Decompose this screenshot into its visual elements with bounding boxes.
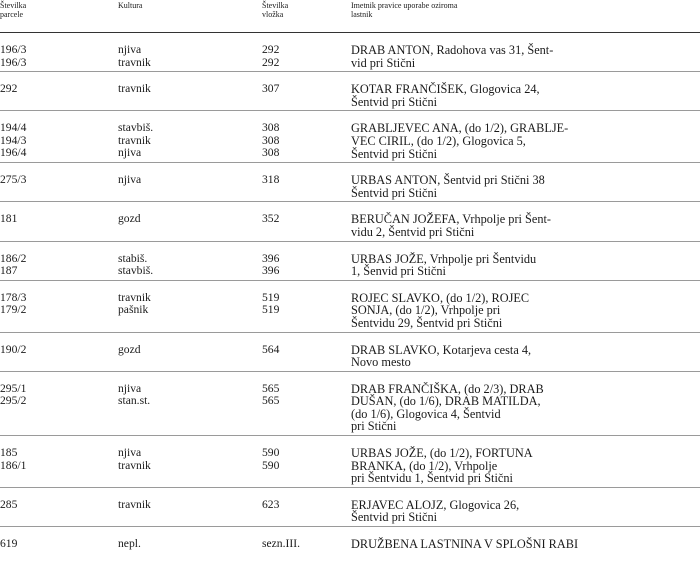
ledger-cell xyxy=(262,280,351,332)
parcel-number: 275/3 xyxy=(0,173,27,187)
owner-cell xyxy=(351,33,700,72)
owner-line: (do 1/6), Glogovica 4, Šentvid xyxy=(351,406,501,421)
ledger-number: 318 xyxy=(262,173,280,187)
table-row xyxy=(0,371,700,435)
owner-line: Šentvid pri Stični xyxy=(351,146,438,161)
parcel-cell xyxy=(0,72,118,111)
table-row xyxy=(0,202,700,241)
culture-type: njiva xyxy=(118,173,142,187)
owner-line: pri Šentvidu 1, Šentvid pri Stični xyxy=(351,471,513,486)
owner-line: ROJEC SLAVKO, (do 1/2), ROJEC xyxy=(351,290,530,305)
ledger-number: 352 xyxy=(262,212,280,226)
parcel-number: 292 xyxy=(0,82,18,96)
culture-cell xyxy=(118,72,262,111)
ledger-number: 565 xyxy=(262,394,280,408)
parcel-cell xyxy=(0,371,118,435)
parcel-number: 196/3 xyxy=(0,55,27,69)
parcel-cell xyxy=(0,332,118,371)
parcel-number: 186/1 xyxy=(0,458,27,472)
culture-type: stavbiš. xyxy=(118,264,154,278)
ledger-cell xyxy=(262,241,351,280)
owner-line: Šentvid pri Stični xyxy=(351,94,438,109)
culture-type: travnik xyxy=(118,458,151,472)
culture-cell xyxy=(118,371,262,435)
owner-cell xyxy=(351,111,700,163)
culture-cell xyxy=(118,202,262,241)
ledger-cell xyxy=(262,202,351,241)
culture-cell xyxy=(118,280,262,332)
ledger-cell xyxy=(262,72,351,111)
owner-line: URBAS JOŽE, Vrhpolje pri Šentvidu xyxy=(351,251,537,266)
ledger-number: 396 xyxy=(262,251,280,265)
ledger-number: 564 xyxy=(262,342,280,356)
owner-line: Novo mesto xyxy=(351,355,411,370)
ledger-number: 307 xyxy=(262,82,280,96)
culture-type: stabiš. xyxy=(118,251,148,265)
owner-line: URBAS JOŽE, (do 1/2), FORTUNA xyxy=(351,446,533,461)
ledger-cell xyxy=(262,527,351,553)
ledger-cell xyxy=(262,487,351,526)
owner-cell xyxy=(351,280,700,332)
owner-line: ERJAVEC ALOJZ, Glogovica 26, xyxy=(351,497,520,512)
parcel-number: 194/4 xyxy=(0,121,27,135)
parcel-number: 196/3 xyxy=(0,43,27,56)
parcel-cell xyxy=(0,280,118,332)
ledger-cell xyxy=(262,33,351,72)
culture-cell xyxy=(118,241,262,280)
ledger-number: 308 xyxy=(262,121,280,135)
owner-line: DRAB ANTON, Radohova vas 31, Šent- xyxy=(351,43,554,57)
ledger-number: 519 xyxy=(262,290,280,304)
ledger-cell xyxy=(262,111,351,163)
parcel-cell xyxy=(0,527,118,553)
owner-cell xyxy=(351,436,700,488)
parcel-cell xyxy=(0,241,118,280)
owner-line: BERUČAN JOŽEFA, Vrhpolje pri Šent- xyxy=(351,212,551,227)
owner-line: DRAB SLAVKO, Kotarjeva cesta 4, xyxy=(351,342,532,357)
parcel-cell xyxy=(0,111,118,163)
culture-type: travnik xyxy=(118,82,151,96)
culture-cell xyxy=(118,332,262,371)
parcel-number: 295/1 xyxy=(0,381,27,395)
parcel-number: 187 xyxy=(0,264,18,278)
table-row xyxy=(0,111,700,163)
ledger-cell xyxy=(262,332,351,371)
culture-cell xyxy=(118,33,262,72)
owner-line: KOTAR FRANČIŠEK, Glogovica 24, xyxy=(351,82,540,97)
owner-cell xyxy=(351,241,700,280)
table-row xyxy=(0,163,700,202)
owner-line: URBAS ANTON, Šentvid pri Stični 38 xyxy=(351,173,545,188)
culture-cell xyxy=(118,163,262,202)
table-row xyxy=(0,280,700,332)
parcel-cell xyxy=(0,202,118,241)
owner-cell xyxy=(351,72,700,111)
parcel-number: 295/2 xyxy=(0,394,27,408)
parcel-cell xyxy=(0,436,118,488)
table-row xyxy=(0,332,700,371)
table-header-row xyxy=(0,0,700,33)
parcel-number: 285 xyxy=(0,497,18,511)
header-ledger: Številka vložka xyxy=(262,0,351,33)
parcel-number: 179/2 xyxy=(0,303,27,317)
culture-type: pašnik xyxy=(118,303,149,317)
culture-type: travnik xyxy=(118,133,151,147)
ledger-number: 292 xyxy=(262,55,280,69)
ledger-cell xyxy=(262,371,351,435)
owner-cell xyxy=(351,202,700,241)
owner-line: DRAB FRANČIŠKA, (do 2/3), DRAB xyxy=(351,381,544,396)
parcel-cell xyxy=(0,487,118,526)
owner-line: DRUŽBENA LASTNINA V SPLOŠNI RABI xyxy=(351,537,579,552)
ledger-number: sezn.III. xyxy=(262,537,300,551)
owner-line: Šentvid pri Stični xyxy=(351,185,438,200)
parcel-number: 186/2 xyxy=(0,251,27,265)
culture-cell xyxy=(118,111,262,163)
culture-type: gozd xyxy=(118,342,141,356)
table-body xyxy=(0,33,700,553)
table-row xyxy=(0,241,700,280)
ledger-number: 396 xyxy=(262,264,280,278)
ledger-cell xyxy=(262,436,351,488)
owner-line: vid pri Stični xyxy=(351,55,416,70)
header-parcel: Številka parcele xyxy=(0,0,118,33)
table-row xyxy=(0,487,700,526)
parcel-cell xyxy=(0,33,118,72)
parcel-number: 196/4 xyxy=(0,146,27,160)
owner-line: BRANKA, (do 1/2), Vrhpolje xyxy=(351,458,498,473)
parcel-number: 181 xyxy=(0,212,18,226)
owner-line: DUŠAN, (do 1/6), DRAB MATILDA, xyxy=(351,394,541,409)
parcel-number: 190/2 xyxy=(0,342,27,356)
culture-type: njiva xyxy=(118,146,142,160)
owner-cell xyxy=(351,527,700,553)
header-owner: Imetnik pravice uporabe oziroma lastnik xyxy=(351,0,700,33)
culture-type: travnik xyxy=(118,497,151,511)
ledger-number: 308 xyxy=(262,133,280,147)
table-row xyxy=(0,72,700,111)
table-row xyxy=(0,33,700,72)
culture-type: njiva xyxy=(118,43,142,56)
culture-cell xyxy=(118,436,262,488)
ledger-cell xyxy=(262,163,351,202)
ledger-number: 565 xyxy=(262,381,280,395)
owner-cell xyxy=(351,371,700,435)
parcel-number: 194/3 xyxy=(0,133,27,147)
ledger-number: 623 xyxy=(262,497,280,511)
parcel-number: 178/3 xyxy=(0,290,27,304)
culture-type: stavbiš. xyxy=(118,121,154,135)
culture-type: travnik xyxy=(118,55,151,69)
ledger-number: 519 xyxy=(262,303,280,317)
header-culture: Kultura xyxy=(118,0,262,33)
owner-cell xyxy=(351,332,700,371)
culture-type: njiva xyxy=(118,446,142,460)
owner-line: pri Stični xyxy=(351,419,397,434)
ledger-number: 292 xyxy=(262,43,280,56)
owner-line: SONJA, (do 1/2), Vrhpolje pri xyxy=(351,303,501,318)
table-row xyxy=(0,436,700,488)
owner-cell xyxy=(351,163,700,202)
parcel-number: 619 xyxy=(0,537,18,551)
parcel-number: 185 xyxy=(0,446,18,460)
owner-line: vidu 2, Šentvid pri Stični xyxy=(351,224,475,239)
owner-cell xyxy=(351,487,700,526)
culture-type: travnik xyxy=(118,290,151,304)
owner-line: GRABLJEVEC ANA, (do 1/2), GRABLJE- xyxy=(351,121,569,136)
table-row xyxy=(0,527,700,553)
owner-line: 1, Šenvid pri Stični xyxy=(351,264,446,279)
ledger-number: 590 xyxy=(262,446,280,460)
ledger-number: 308 xyxy=(262,146,280,160)
culture-type: stan.st. xyxy=(118,394,151,408)
culture-type: nepl. xyxy=(118,537,141,551)
parcel-cell xyxy=(0,163,118,202)
owner-line: Šentvidu 29, Šentvid pri Stični xyxy=(351,315,503,330)
culture-cell xyxy=(118,487,262,526)
culture-type: njiva xyxy=(118,381,142,395)
ledger-number: 590 xyxy=(262,458,280,472)
culture-type: gozd xyxy=(118,212,141,226)
owner-line: Šentvid pri Stični xyxy=(351,510,438,525)
culture-cell xyxy=(118,527,262,553)
owner-line: VEC CIRIL, (do 1/2), Glogovica 5, xyxy=(351,133,526,148)
